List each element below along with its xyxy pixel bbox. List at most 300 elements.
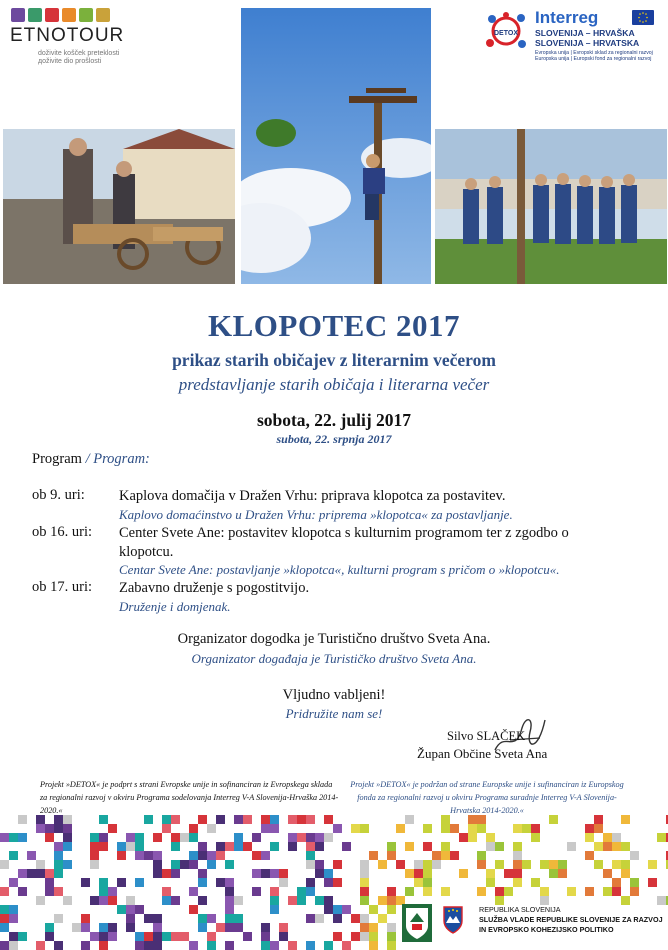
mosaic-tile — [387, 905, 396, 914]
mosaic-tile — [405, 887, 414, 896]
government-office-name: REPUBLIKA SLOVENIJA SLUŽBA VLADE REPUBLIKE SLOVENIJE ZA RAZVOJ IN EVROPSKO KOHEZIJSKO POLITIKO — [479, 905, 663, 934]
mosaic-tile — [297, 887, 306, 896]
mosaic-tile — [522, 860, 531, 869]
mosaic-tile — [441, 887, 450, 896]
mosaic-tile — [18, 932, 27, 941]
mosaic-tile — [198, 851, 207, 860]
mosaic-tile — [495, 860, 504, 869]
mosaic-tile — [297, 815, 306, 824]
mosaic-tile — [423, 887, 432, 896]
mosaic-tile — [261, 923, 270, 932]
mosaic-tile — [144, 941, 153, 950]
mosaic-tile — [612, 887, 621, 896]
mosaic-tile — [486, 833, 495, 842]
mosaic-tile — [126, 842, 135, 851]
mosaic-tile — [612, 842, 621, 851]
program-text-si: Zabavno druženje s pogostitvijo. — [119, 580, 310, 596]
mosaic-tile — [504, 869, 513, 878]
event-date-hr: subota, 22. srpnja 2017 — [276, 432, 392, 446]
mosaic-tile — [324, 878, 333, 887]
mosaic-tile — [81, 941, 90, 950]
mosaic-tile — [243, 842, 252, 851]
mosaic-tile — [450, 851, 459, 860]
mosaic-tile — [495, 896, 504, 905]
mosaic-tile — [9, 878, 18, 887]
mosaic-tile — [90, 842, 99, 851]
mosaic-tile — [315, 896, 324, 905]
mosaic-tile — [45, 878, 54, 887]
mosaic-tile — [630, 887, 639, 896]
mosaic-tile — [558, 869, 567, 878]
mosaic-tile — [135, 833, 144, 842]
mosaic-tile — [90, 851, 99, 860]
mosaic-tile — [558, 860, 567, 869]
mosaic-tile — [441, 851, 450, 860]
mosaic-tile — [387, 941, 396, 950]
mosaic-tile — [306, 851, 315, 860]
mosaic-tile — [360, 932, 369, 941]
program-time: ob 9. uri: — [32, 487, 85, 503]
mosaic-tile — [153, 860, 162, 869]
mosaic-tile — [585, 851, 594, 860]
mosaic-tile — [189, 941, 198, 950]
photo-klopotec-pole — [241, 8, 431, 284]
mosaic-tile — [549, 815, 558, 824]
mosaic-tile — [171, 869, 180, 878]
mosaic-tile — [9, 932, 18, 941]
mosaic-tile — [360, 914, 369, 923]
mosaic-tile — [225, 896, 234, 905]
mosaic-tile — [477, 815, 486, 824]
mosaic-tile — [333, 905, 342, 914]
signatory-name: Silvo SLAČEK — [447, 729, 526, 743]
mosaic-tile — [288, 896, 297, 905]
mosaic-tile — [171, 833, 180, 842]
mosaic-tile — [648, 860, 657, 869]
mosaic-tile — [99, 833, 108, 842]
mosaic-tile — [216, 842, 225, 851]
svg-text:DETOX: DETOX — [494, 30, 518, 37]
mosaic-tile — [288, 833, 297, 842]
mosaic-tile — [54, 914, 63, 923]
mosaic-tile — [243, 815, 252, 824]
mosaic-tile — [486, 878, 495, 887]
mosaic-tile — [117, 842, 126, 851]
mosaic-tile — [225, 941, 234, 950]
mosaic-tile — [180, 860, 189, 869]
mosaic-tile — [513, 878, 522, 887]
mosaic-tile — [135, 842, 144, 851]
mosaic-tile — [369, 941, 378, 950]
house-icon — [28, 8, 42, 22]
program-time: ob 16. uri: — [32, 524, 93, 540]
mosaic-tile — [387, 923, 396, 932]
mosaic-tile — [306, 842, 315, 851]
mosaic-tile — [423, 878, 432, 887]
mosaic-tile — [9, 914, 18, 923]
mosaic-tile — [513, 860, 522, 869]
mosaic-tile — [414, 869, 423, 878]
mosaic-tile — [351, 932, 360, 941]
mosaic-tile — [567, 842, 576, 851]
mosaic-tile — [207, 941, 216, 950]
mosaic-tile — [261, 851, 270, 860]
mosaic-tile — [99, 842, 108, 851]
mosaic-tile — [270, 815, 279, 824]
mosaic-tile — [324, 941, 333, 950]
mosaic-tile — [99, 896, 108, 905]
mosaic-tile — [414, 860, 423, 869]
mosaic-tile — [468, 824, 477, 833]
mosaic-tile — [306, 941, 315, 950]
mosaic-tile — [549, 869, 558, 878]
event-date-si: sobota, 22. julij 2017 — [256, 410, 412, 430]
mosaic-tile — [99, 923, 108, 932]
mosaic-tile — [657, 896, 666, 905]
program-time: ob 17. uri: — [32, 579, 93, 595]
mosaic-tile — [288, 941, 297, 950]
mosaic-tile — [135, 932, 144, 941]
mosaic-tile — [279, 869, 288, 878]
mosaic-tile — [153, 869, 162, 878]
mosaic-tile — [423, 842, 432, 851]
mosaic-tile — [288, 815, 297, 824]
mosaic-tile — [27, 851, 36, 860]
mosaic-tile — [216, 923, 225, 932]
mosaic-tile — [387, 851, 396, 860]
mosaic-tile — [180, 833, 189, 842]
mosaic-tile — [108, 923, 117, 932]
mosaic-tile — [207, 824, 216, 833]
interreg-title: Interreg — [535, 8, 599, 27]
mosaic-tile — [486, 869, 495, 878]
mosaic-tile — [342, 905, 351, 914]
mosaic-tile — [171, 842, 180, 851]
mosaic-tile — [297, 833, 306, 842]
mosaic-tile — [252, 869, 261, 878]
mosaic-tile — [234, 923, 243, 932]
interreg-detox-mark — [484, 11, 528, 51]
mosaic-tile — [657, 833, 666, 842]
mosaic-tile — [45, 887, 54, 896]
mosaic-tile — [279, 923, 288, 932]
mosaic-tile — [153, 923, 162, 932]
mosaic-tile — [261, 824, 270, 833]
mosaic-tile — [603, 842, 612, 851]
mosaic-tile — [99, 815, 108, 824]
mosaic-tile — [432, 860, 441, 869]
mosaic-tile — [99, 932, 108, 941]
mosaic-tile — [198, 878, 207, 887]
mosaic-tile — [585, 824, 594, 833]
mosaic-tile — [18, 815, 27, 824]
mosaic-tile — [171, 860, 180, 869]
mosaic-tile — [603, 833, 612, 842]
mosaic-tile — [315, 833, 324, 842]
sun-icon — [62, 8, 76, 22]
interreg-program-names: SLOVENIJA – HRVAŠKA SLOVENIJA – HRVATSKA — [535, 28, 640, 48]
mosaic-tile — [54, 815, 63, 824]
mosaic-tile — [486, 842, 495, 851]
mosaic-tile — [225, 842, 234, 851]
photo-wheelbarrow-procession — [3, 129, 235, 284]
mosaic-tile — [135, 851, 144, 860]
mosaic-tile — [207, 851, 216, 860]
mosaic-tile — [387, 932, 396, 941]
mosaic-tile — [324, 815, 333, 824]
organizer-hr: Organizator događaja je Turističko društvo Sveta Ana. — [191, 651, 477, 666]
mosaic-tile — [270, 842, 279, 851]
mosaic-tile — [216, 851, 225, 860]
mosaic-tile — [135, 905, 144, 914]
organizer-si: Organizator dogodka je Turistično društvo Sveta Ana. — [177, 631, 491, 647]
mosaic-tile — [459, 833, 468, 842]
mosaic-tile — [126, 923, 135, 932]
mosaic-tile — [135, 941, 144, 950]
mosaic-tile — [315, 869, 324, 878]
mosaic-tile — [54, 842, 63, 851]
mosaic-tile — [54, 860, 63, 869]
mosaic-tile — [36, 860, 45, 869]
mosaic-tile — [405, 869, 414, 878]
mosaic-tile — [45, 923, 54, 932]
mosaic-tile — [171, 932, 180, 941]
mosaic-tile — [0, 923, 9, 932]
mosaic-tile — [198, 923, 207, 932]
mosaic-tile — [324, 896, 333, 905]
event-subtitle-hr: predstavljanje starih običaja i literarna večer — [178, 375, 490, 394]
mosaic-tile — [198, 815, 207, 824]
mosaic-tile — [117, 905, 126, 914]
mosaic-tile — [531, 878, 540, 887]
mosaic-tile — [189, 860, 198, 869]
mosaic-tile — [432, 851, 441, 860]
etnotour-logo-title: ETNOTOUR — [10, 25, 125, 46]
mosaic-tile — [144, 914, 153, 923]
mosaic-tile — [468, 833, 477, 842]
mosaic-tile — [207, 860, 216, 869]
mosaic-tile — [153, 851, 162, 860]
mosaic-tile — [459, 869, 468, 878]
mosaic-tile — [162, 932, 171, 941]
mosaic-tile — [315, 842, 324, 851]
mosaic-tile — [225, 905, 234, 914]
mosaic-tile — [396, 860, 405, 869]
mosaic-tile — [90, 833, 99, 842]
mosaic-tile — [378, 860, 387, 869]
mosaic-tile — [234, 914, 243, 923]
mosaic-tile — [0, 914, 9, 923]
flower-icon — [96, 8, 110, 22]
mosaic-tile — [594, 824, 603, 833]
mosaic-tile — [513, 851, 522, 860]
mosaic-tile — [261, 941, 270, 950]
program-text-hr: Centar Svete Ane: postavljanje »klopotca«, kulturni program s pričom o »klopotcu«. — [119, 562, 560, 577]
signatory-title: Župan Občine Sveta Ana — [417, 746, 548, 761]
mosaic-tile — [369, 905, 378, 914]
mosaic-tile — [0, 860, 9, 869]
mosaic-tile — [63, 842, 72, 851]
mosaic-tile — [360, 923, 369, 932]
mosaic-tile — [90, 896, 99, 905]
mosaic-tile — [99, 878, 108, 887]
mosaic-tile — [135, 878, 144, 887]
mosaic-tile — [531, 833, 540, 842]
mosaic-tile — [45, 932, 54, 941]
program-text-si: Center Svete Ane: postavitev klopotca s kulturnim programom ter z zgodbo o klopotcu. — [119, 525, 569, 560]
mosaic-tile — [252, 851, 261, 860]
municipality-crest-icon — [402, 904, 432, 942]
mosaic-tile — [315, 860, 324, 869]
mosaic-tile — [477, 824, 486, 833]
mosaic-tile — [549, 860, 558, 869]
mosaic-tile — [270, 869, 279, 878]
mosaic-tile — [252, 833, 261, 842]
mosaic-tile — [531, 824, 540, 833]
mosaic-tile — [387, 842, 396, 851]
mosaic-tile — [0, 887, 9, 896]
mosaic-tile — [9, 941, 18, 950]
mosaic-tile — [99, 941, 108, 950]
mosaic-tile — [126, 833, 135, 842]
mosaic-tile — [45, 869, 54, 878]
mosaic-tile — [333, 860, 342, 869]
invitation-hr: Pridružite nam se! — [285, 706, 383, 721]
mosaic-tile — [81, 914, 90, 923]
mosaic-tile — [621, 815, 630, 824]
mosaic-tile — [369, 923, 378, 932]
mosaic-tile — [621, 896, 630, 905]
mosaic-tile — [477, 860, 486, 869]
mosaic-tile — [351, 914, 360, 923]
mosaic-tile — [171, 896, 180, 905]
mosaic-tile — [360, 878, 369, 887]
mosaic-tile — [369, 851, 378, 860]
heart-icon — [45, 8, 59, 22]
mosaic-tile — [63, 815, 72, 824]
mosaic-tile — [54, 824, 63, 833]
mosaic-tile — [108, 932, 117, 941]
mosaic-tile — [189, 851, 198, 860]
mosaic-tile — [225, 887, 234, 896]
eu-flag-icon — [632, 10, 654, 25]
mosaic-tile — [414, 878, 423, 887]
mosaic-tile — [441, 815, 450, 824]
mosaic-tile — [63, 860, 72, 869]
mosaic-tile — [342, 941, 351, 950]
mosaic-tile — [207, 932, 216, 941]
mosaic-tile — [261, 932, 270, 941]
mosaic-tile — [621, 860, 630, 869]
mosaic-tile — [405, 815, 414, 824]
mosaic-tile — [387, 887, 396, 896]
mosaic-tile — [387, 896, 396, 905]
mosaic-tile — [27, 869, 36, 878]
mosaic-tile — [477, 851, 486, 860]
mosaic-tile — [198, 896, 207, 905]
program-text-si: Kaplova domačija v Dražen Vrhu: priprava klopotca za postavitev. — [119, 488, 506, 504]
mosaic-tile — [441, 842, 450, 851]
mosaic-tile — [171, 815, 180, 824]
mosaic-tile — [54, 851, 63, 860]
mosaic-tile — [36, 869, 45, 878]
mosaic-tile — [0, 833, 9, 842]
mosaic-tile — [162, 869, 171, 878]
mosaic-tile — [99, 887, 108, 896]
mosaic-tile — [225, 878, 234, 887]
mosaic-tile — [189, 824, 198, 833]
mosaic-tile — [360, 896, 369, 905]
mosaic-tile — [612, 860, 621, 869]
mosaic-tile — [162, 815, 171, 824]
mosaic-tile — [243, 932, 252, 941]
mosaic-tile — [342, 842, 351, 851]
mosaic-tile — [585, 887, 594, 896]
mosaic-tile — [378, 914, 387, 923]
mosaic-tile — [162, 887, 171, 896]
mosaic-tile — [90, 932, 99, 941]
mosaic-tile — [423, 824, 432, 833]
mosaic-tile — [45, 824, 54, 833]
mosaic-tile — [225, 860, 234, 869]
mosaic-tile — [144, 851, 153, 860]
slovenia-coat-of-arms-icon — [442, 905, 464, 935]
event-title: KLOPOTEC 2017 — [208, 308, 460, 343]
mosaic-tile — [261, 815, 270, 824]
mosaic-tile — [513, 824, 522, 833]
mosaic-tile — [567, 887, 576, 896]
mosaic-tile — [54, 941, 63, 950]
mosaic-tile — [0, 941, 9, 950]
mosaic-tile — [234, 896, 243, 905]
mosaic-tile — [252, 887, 261, 896]
mosaic-tile — [63, 896, 72, 905]
mosaic-tile — [234, 815, 243, 824]
mosaic-tile — [306, 815, 315, 824]
mosaic-tile — [504, 887, 513, 896]
mosaic-tile — [477, 887, 486, 896]
mosaic-tile — [18, 887, 27, 896]
mosaic-tile — [612, 833, 621, 842]
mosaic-tile — [540, 860, 549, 869]
mosaic-tile — [513, 842, 522, 851]
mosaic-tile — [207, 914, 216, 923]
mosaic-tile — [360, 869, 369, 878]
mosaic-tile — [315, 914, 324, 923]
mosaic-tile — [378, 896, 387, 905]
mosaic-tile — [513, 869, 522, 878]
mosaic-tile — [72, 923, 81, 932]
mosaic-tile — [360, 860, 369, 869]
mosaic-tile — [198, 914, 207, 923]
mosaic-tile — [54, 869, 63, 878]
mosaic-tile — [648, 878, 657, 887]
mosaic-tile — [540, 896, 549, 905]
mosaic-tile — [198, 869, 207, 878]
mosaic-tile — [234, 833, 243, 842]
leaf-icon — [79, 8, 93, 22]
mosaic-tile — [621, 842, 630, 851]
mosaic-tile — [468, 815, 477, 824]
mosaic-tile — [369, 932, 378, 941]
mosaic-tile — [0, 905, 9, 914]
mosaic-tile — [603, 869, 612, 878]
mosaic-tile — [441, 824, 450, 833]
mosaic-tile — [153, 932, 162, 941]
mosaic-tile — [189, 833, 198, 842]
mosaic-tile — [324, 905, 333, 914]
program-text-hr: Kaplovo domaćinstvo u Dražen Vrhu: priprema »klopotca« za postavljanje. — [119, 507, 513, 522]
